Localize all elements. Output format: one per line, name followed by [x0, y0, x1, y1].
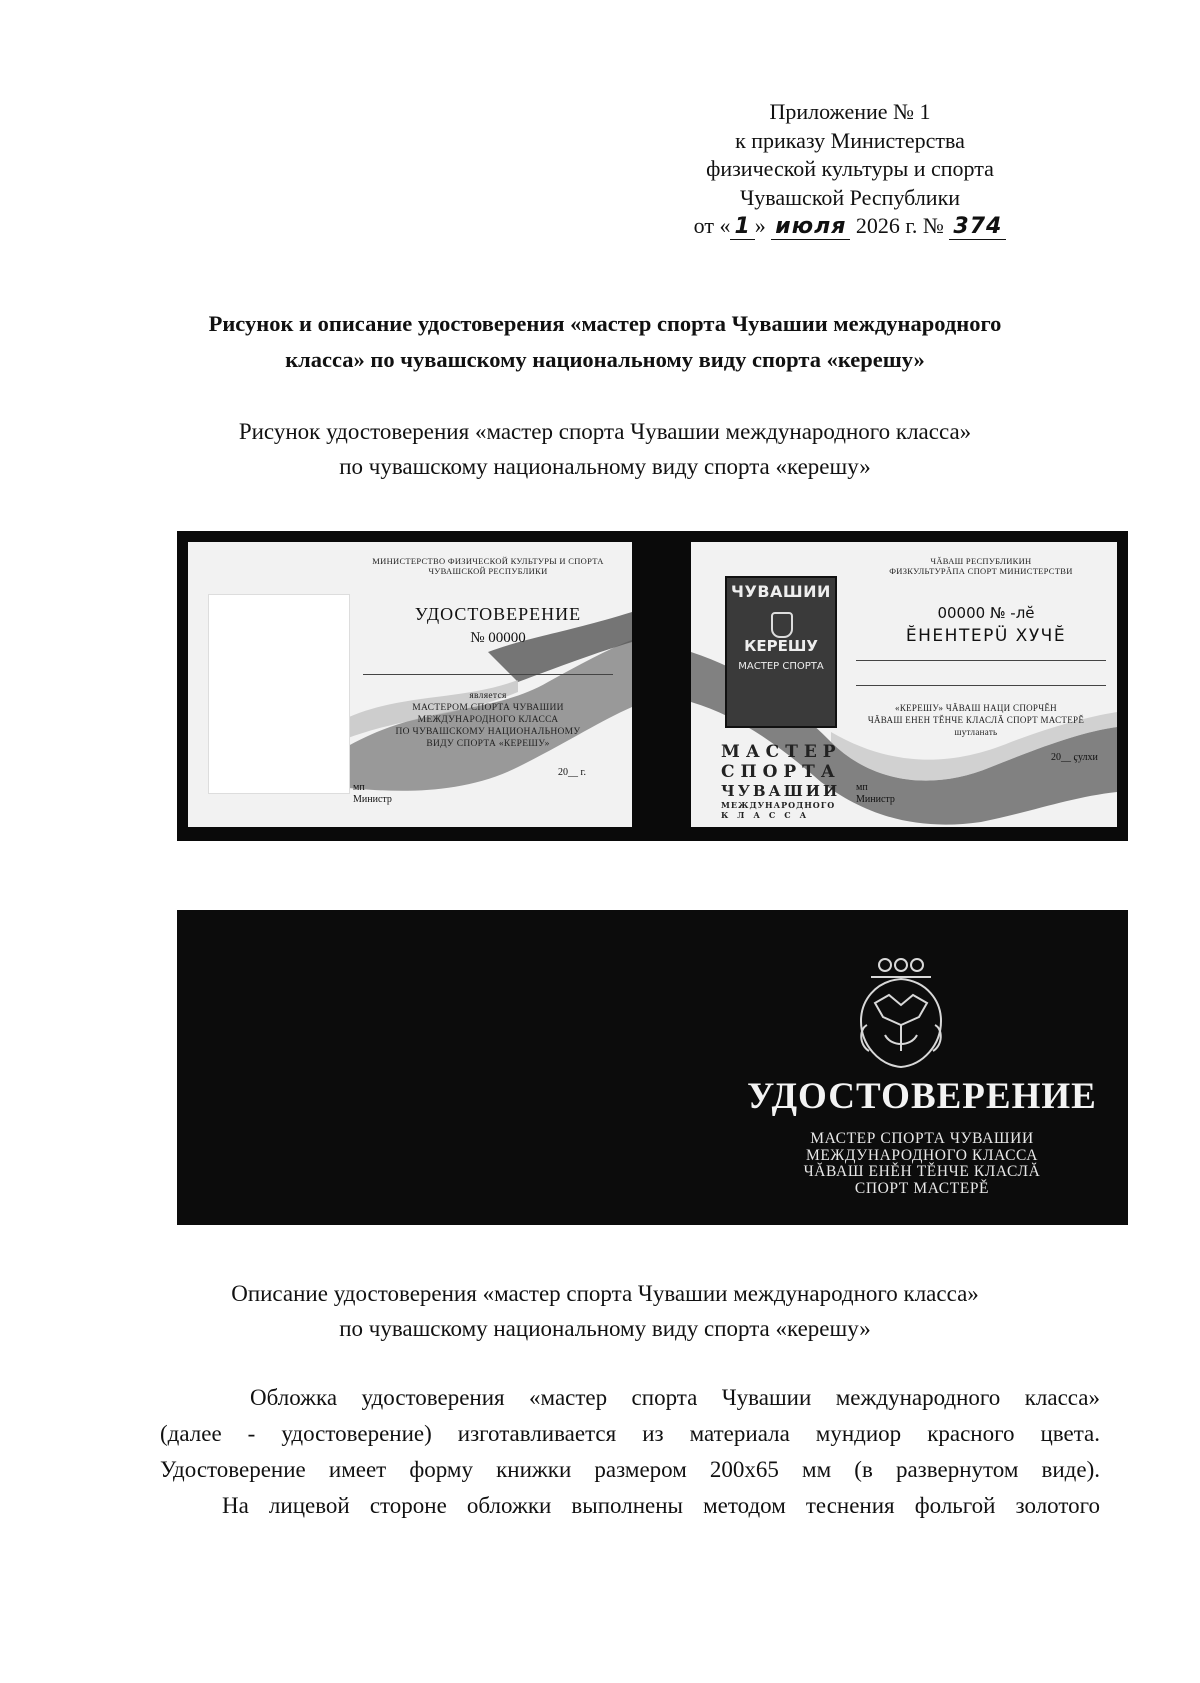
figure-caption [120, 414, 1090, 484]
status-line-2: МЕЖДУНАРОДНОГО КЛАССА [417, 715, 559, 725]
vert-line-4: МЕЖДУНАРОДНОГО [721, 800, 836, 810]
document-title [120, 306, 1090, 378]
vert-line-1: МАСТЕР [721, 742, 842, 762]
order-prefix: от « [693, 213, 731, 238]
inner-left-date: 20__ г. [558, 767, 586, 778]
vert-line-5: КЛАССА [721, 810, 816, 820]
description-body [160, 1380, 1100, 1524]
appendix-line-3: физической культуры и спорта [706, 156, 994, 181]
status-line-3: ПО ЧУВАШСКОМУ НАЦИОНАЛЬНОМУ [395, 727, 581, 737]
appendix-header [600, 98, 1100, 241]
cover-line-3: ЧĂВАШ ЕНĚН ТĚНЧЕ КЛАСЛĂ [803, 1163, 1041, 1180]
inner-left-status [363, 690, 613, 750]
order-year: 2026 г. № [855, 213, 944, 238]
inner-left-mp: мп [353, 782, 365, 793]
ministry-ru [353, 556, 623, 576]
inner-right-status [841, 702, 1111, 738]
inner-certificate-title: УДОСТОВЕРЕНИЕ [414, 604, 582, 624]
certificate-right-page [691, 542, 1117, 827]
ministry-cv-line-1: ЧĂВАШ РЕСПУБЛИКИН [930, 556, 1032, 566]
badge-mid-text: КЕРЕШУ [744, 637, 818, 655]
right-status-line-2: ЧĂВАШ ЕНЕН ТĚНЧЕ КЛАСЛĂ СПОРТ МАСТЕРĚ [867, 715, 1085, 725]
inner-right-date: 20__ ҫулхи [1051, 752, 1098, 763]
certificate-left-page [188, 542, 632, 827]
appendix-line-1: Приложение № 1 [769, 99, 931, 124]
ministry-cv [851, 556, 1111, 576]
right-status-line-1: «КЕРЕШУ» ЧĂВАШ НАЦИ СПОРЧĚН [895, 703, 1057, 713]
certificate-cover [177, 910, 1128, 1225]
figure-caption-line-1: Рисунок удостоверения «мастер спорта Чувашии международного класса» [238, 419, 972, 444]
description-caption [120, 1276, 1090, 1346]
badge-top-text: ЧУВАШИИ [731, 582, 831, 601]
inner-left-minister: Министр [353, 794, 392, 805]
description-caption-line-1: Описание удостоверения «мастер спорта Чувашии международного класса» [231, 1281, 979, 1306]
status-is: является [469, 691, 507, 701]
cover-line-1: МАСТЕР СПОРТА ЧУВАШИИ [810, 1130, 1034, 1147]
inner-right-number: 00000 № -лĕ [937, 604, 1035, 622]
photo-placeholder [208, 594, 350, 794]
signature-line-1 [363, 674, 613, 675]
appendix-line-2: к приказу Министерства [735, 127, 965, 153]
inner-right-mp: мп [856, 782, 868, 793]
order-mid: » [754, 213, 766, 238]
badge-sub-text: МАСТЕР СПОРТА [738, 661, 824, 672]
vertical-title [721, 742, 841, 820]
cover-line-2: МЕЖДУНАРОДНОГО КЛАССА [805, 1146, 1039, 1164]
shield-icon [771, 612, 793, 638]
ministry-ru-line-2: ЧУВАШСКОЙ РЕСПУБЛИКИ [428, 566, 548, 576]
inner-certificate-number: № 00000 [470, 630, 526, 646]
cover-subtitle [737, 1131, 1107, 1197]
order-month: июля [771, 215, 850, 240]
ministry-cv-line-2: ФИЗКУЛЬТУРĂПА СПОРТ МИНИСТЕРСТВИ [889, 566, 1073, 576]
body-line-4: На лицевой стороне обложки выполнены методом теснения фольгой золотого [222, 1493, 1100, 1518]
body-line-3: Удостоверение имеет форму книжки размером 200х65 мм (в развернутом виде). [160, 1457, 1100, 1482]
figure-caption-line-2: по чувашскому национальному виду спорта «керешу» [339, 454, 871, 479]
title-line-2: класса» по чувашскому национальному виду спорта «керешу» [285, 347, 925, 372]
badge-emblem [725, 576, 837, 728]
inner-right-minister: Министр [856, 794, 895, 805]
body-line-1: Обложка удостоверения «мастер спорта Чувашии международного класса» [250, 1385, 1100, 1410]
body-line-2: (далее - удостоверение) изготавливается из материала мундиор красного цвета. [160, 1421, 1100, 1446]
vert-line-3: ЧУВАШИИ [721, 782, 841, 800]
ministry-ru-line-1: МИНИСТЕРСТВО ФИЗИЧЕСКОЙ КУЛЬТУРЫ И СПОРТА [372, 556, 604, 566]
description-caption-line-2: по чувашскому национальному виду спорта «керешу» [339, 1316, 871, 1341]
inner-right-title: ĔНЕНТЕРÜ ХУЧĔ [905, 626, 1067, 646]
signature-line-2 [856, 660, 1106, 661]
vert-line-2: СПОРТА [721, 762, 841, 782]
title-line-1: Рисунок и описание удостоверения «мастер спорта Чувашии международного [208, 311, 1002, 336]
order-day: 1 [730, 215, 754, 240]
order-number: 374 [949, 215, 1006, 240]
status-line-1: МАСТЕРОМ СПОРТА ЧУВАШИИ [412, 703, 564, 713]
status-line-4: ВИДУ СПОРТА «КЕРЕШУ» [426, 739, 550, 749]
right-status-line-3: шутланать [954, 727, 998, 737]
certificate-inner-spread [177, 531, 1128, 841]
signature-line-3 [856, 685, 1106, 686]
chuvash-emblem-icon [845, 955, 957, 1071]
order-line [600, 212, 1100, 241]
appendix-line-4: Чувашской Республики [739, 184, 961, 210]
cover-line-4: СПОРТ МАСТЕРĚ [854, 1179, 990, 1197]
cover-title: УДОСТОВЕРЕНИЕ [747, 1076, 1097, 1117]
